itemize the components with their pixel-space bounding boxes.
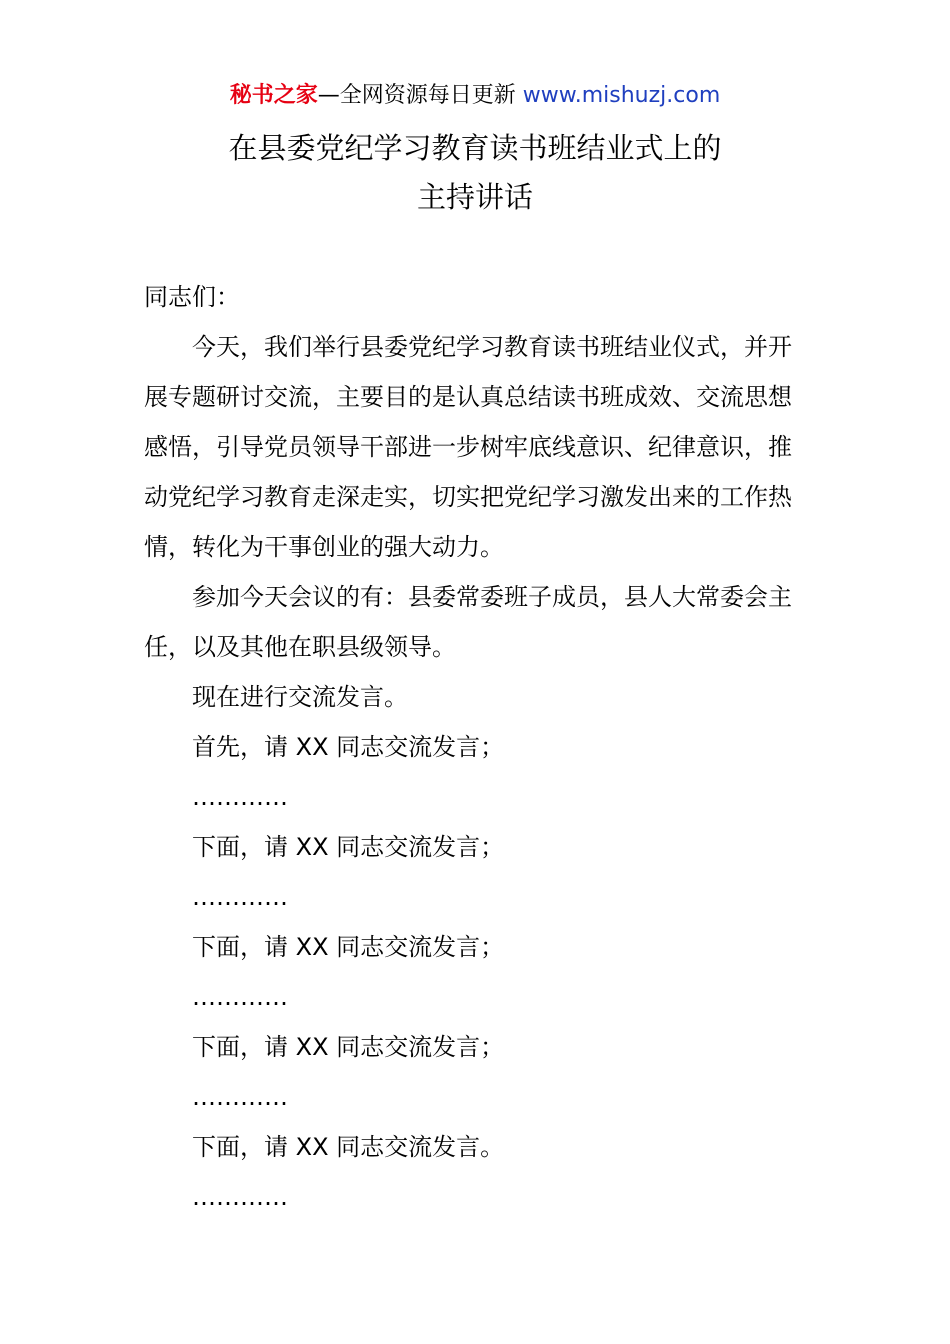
site-header [0, 80, 950, 112]
ellipsis-line: ………… [192, 1183, 288, 1211]
ellipsis-line: ………… [192, 783, 288, 811]
paragraph-agenda: 现在进行交流发言。 [192, 683, 408, 711]
speaker-line: 下面，请 XX 同志交流发言。 [192, 1133, 505, 1161]
speaker-line: 首先，请 XX 同志交流发言； [192, 733, 505, 761]
ellipsis-line: ………… [192, 983, 288, 1011]
paragraph-opening: 今天，我们举行县委党纪学习教育读书班结业仪式，并开展专题研讨交流，主要目的是认真总结读书班成效、交流思想感悟，引导党员领导干部进一步树牢底线意识、纪律意识，推动党纪学习教育走深走实，切实把党纪学习激发出来的工作热情，转化为干事创业的强大动力。 [144, 333, 792, 561]
document-title-line-1: 在县委党纪学习教育读书班结业式上的 [228, 131, 722, 165]
paragraph-attendees: 参加今天会议的有：县委常委班子成员，县人大常委会主任，以及其他在职县级领导。 [144, 583, 792, 661]
document-body [144, 322, 810, 1222]
site-url[interactable]: www.mishuzj.com [522, 83, 721, 108]
header-tagline: —全网资源每日更新 [317, 83, 523, 108]
document-title-line-2: 主持讲话 [416, 180, 533, 214]
ellipsis-line: ………… [192, 883, 288, 911]
brand-name: 秘书之家 [229, 83, 318, 108]
speaker-line: 下面，请 XX 同志交流发言； [192, 933, 505, 961]
speaker-line: 下面，请 XX 同志交流发言； [192, 833, 505, 861]
ellipsis-line: ………… [192, 1083, 288, 1111]
speaker-line: 下面，请 XX 同志交流发言； [192, 1033, 505, 1061]
salutation: 同志们： [144, 283, 240, 311]
